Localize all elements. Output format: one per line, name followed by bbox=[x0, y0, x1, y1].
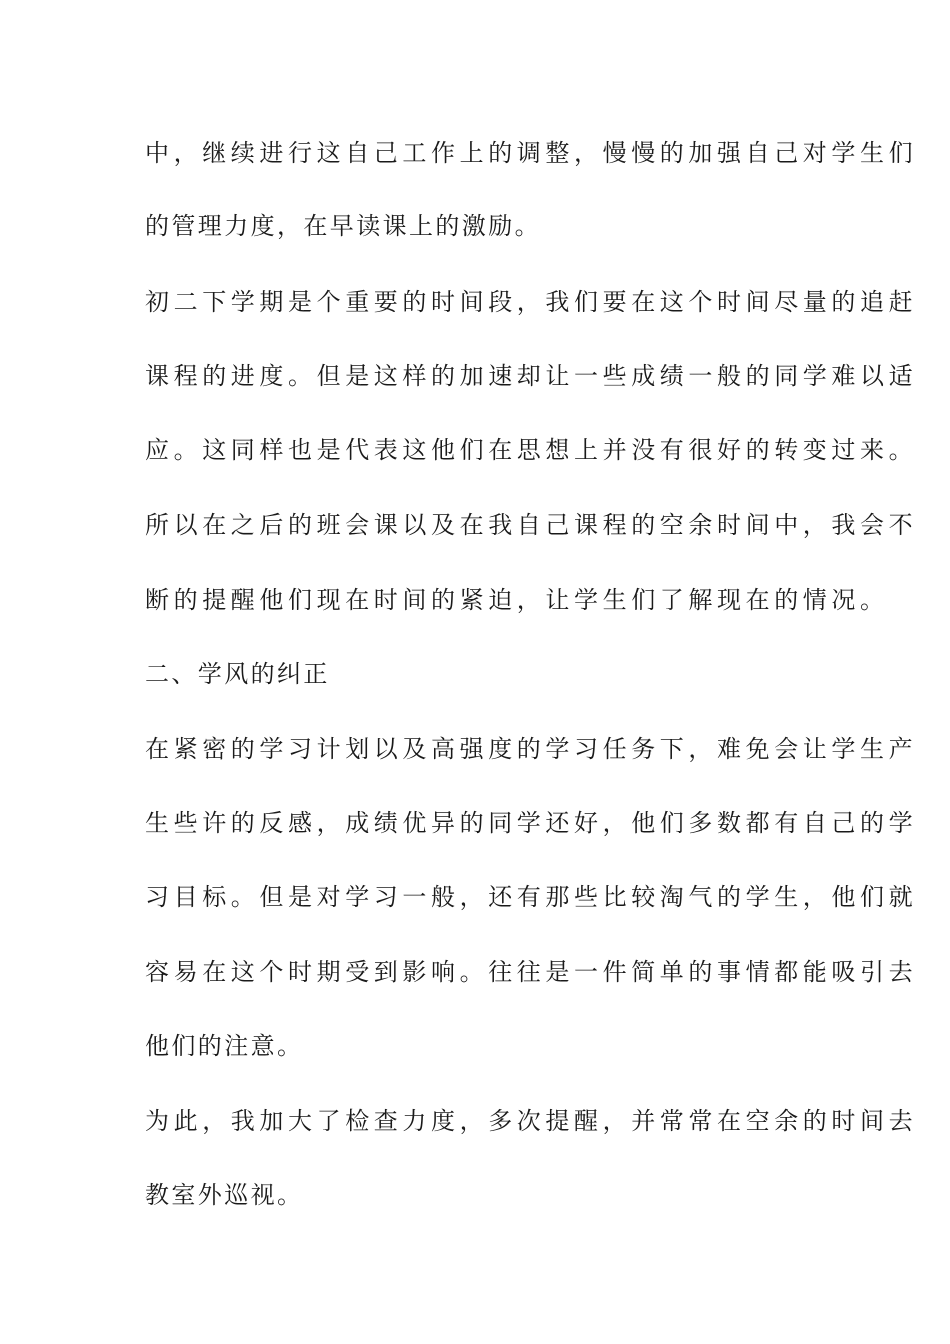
text-line-7: 断的提醒他们现在时间的紧迫，让学生们了解现在的情况。 bbox=[145, 586, 889, 614]
section-heading: 二、学风的纠正 bbox=[145, 660, 330, 688]
text-line-1: 中，继续进行这自己工作上的调整，慢慢的加强自己对学生们 bbox=[145, 139, 918, 167]
text-line-10: 生些许的反感，成绩优异的同学还好，他们多数都有自己的学 bbox=[145, 809, 918, 837]
text-line-14: 为此，我加大了检查力度，多次提醒，并常常在空余的时间去 bbox=[145, 1107, 918, 1135]
text-line-9: 在紧密的学习计划以及高强度的学习任务下，难免会让学生产 bbox=[145, 735, 918, 763]
text-line-3: 初二下学期是个重要的时间段，我们要在这个时间尽量的追赶 bbox=[145, 288, 918, 316]
text-line-11: 习目标。但是对学习一般，还有那些比较淘气的学生，他们就 bbox=[145, 883, 918, 911]
text-line-5: 应。这同样也是代表这他们在思想上并没有很好的转变过来。 bbox=[145, 436, 918, 464]
text-line-15: 教室外巡视。 bbox=[145, 1181, 304, 1209]
text-line-13: 他们的注意。 bbox=[145, 1032, 304, 1060]
text-line-4: 课程的进度。但是这样的加速却让一些成绩一般的同学难以适 bbox=[145, 362, 918, 390]
text-line-12: 容易在这个时期受到影响。往往是一件简单的事情都能吸引去 bbox=[145, 958, 918, 986]
text-line-6: 所以在之后的班会课以及在我自己课程的空余时间中，我会不 bbox=[145, 511, 918, 539]
text-line-2: 的管理力度，在早读课上的激励。 bbox=[145, 212, 541, 240]
